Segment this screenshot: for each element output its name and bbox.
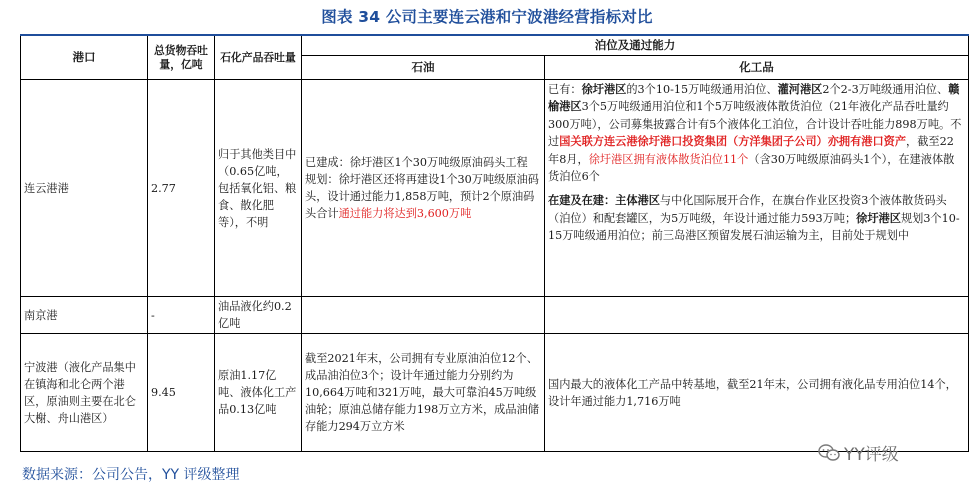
row-total-lianyungang: 2.77 bbox=[148, 80, 215, 297]
chem-xuwei-name-2: 徐圩港区 bbox=[856, 210, 901, 225]
watermark-text: YY评级 bbox=[844, 445, 899, 465]
row-total-ningbo: 9.45 bbox=[148, 334, 215, 452]
row-oil-lianyungang bbox=[302, 80, 545, 297]
chem-ganyu-name: 赣榆港区 bbox=[548, 82, 960, 114]
chem-existing-label: 已有： bbox=[548, 83, 582, 96]
comparison-table bbox=[20, 34, 969, 452]
source-note: 数据来源：公司公告，YY 评级整理 bbox=[22, 467, 240, 483]
header-chem-throughput: 石化产品吞吐量 bbox=[215, 35, 302, 80]
row-port-ningbo: 宁波港（液化产品集中在镇海和北仑两个港区，原油则主要在北仑大榭、舟山港区） bbox=[21, 334, 148, 452]
row-port-lianyungang: 连云港港 bbox=[21, 80, 148, 297]
chem-text-7: 规划3个10-15万吨级通用泊位；前三岛港区预留发展石油运输为主，目前处于规划中 bbox=[548, 211, 960, 243]
chem-highlight-1: 国关联方连云港徐圩港口投资集团（方洋集团子公司）亦拥有港口资产 bbox=[559, 134, 907, 149]
row-chemical-lianyungang bbox=[545, 80, 969, 297]
row-oil-nanjing bbox=[302, 297, 545, 334]
oil-plan-highlight: 通过能力将达到3,600万吨 bbox=[338, 207, 472, 220]
chem-text-2: 2个2-3万吨级通用泊位、 bbox=[822, 83, 949, 96]
watermark bbox=[818, 440, 899, 465]
chem-text-6: 与中化国际展开合作，在旗台作业区投资3个液体散货码头（泊位）和配套罐区，为5万吨级，年设计通过能力593万吨； bbox=[548, 194, 947, 225]
row-chem-ningbo: 原油1.17亿吨、液体化工产品0.13亿吨 bbox=[215, 334, 302, 452]
row-chem-lianyungang: 归于其他类目中（0.65亿吨，包括氧化铝、粮食、散化肥等），不明 bbox=[215, 80, 302, 297]
chem-highlight-2: 徐圩港区拥有液体散货泊位11个 bbox=[588, 152, 749, 166]
row-chemical-ningbo: 国内最大的液体化工产品中转基地，截至21年末，公司拥有液化品专用泊位14个，设计年通过能力1,716万吨 bbox=[545, 334, 969, 452]
chem-text-5: （含30万吨级原油码头1个），在建液体散货泊位6个 bbox=[548, 152, 955, 184]
chem-existing-paragraph bbox=[548, 81, 965, 185]
oil-plan-main: 规划：徐圩港区还将再建设1个30万吨级原油码头，设计通过能力1,858万吨，预计2个原油码头合计 bbox=[305, 173, 539, 220]
chem-text-4: ，截至22年8月， bbox=[548, 135, 954, 166]
page-title: 图表 34 公司主要连云港和宁波港经营指标对比 bbox=[321, 8, 653, 26]
wechat-icon bbox=[818, 443, 840, 463]
chem-construction-label: 在建及在建： bbox=[548, 193, 616, 208]
chem-text-3: 3个5万吨级通用泊位和1个5万吨级液体散货泊位（21年液化产品吞吐量约300万吨），公司募集披露合计有5个液体化工泊位，合计设计吞吐能力898万吨。不过 bbox=[548, 100, 962, 149]
chem-main-port-name: 主体港区 bbox=[615, 193, 660, 208]
chem-guanhe-name: 灌河港区 bbox=[777, 82, 823, 96]
header-total-throughput: 总货物吞吐量，亿吨 bbox=[148, 35, 215, 80]
header-oil: 石油 bbox=[302, 56, 545, 80]
chem-construction-paragraph bbox=[548, 192, 965, 244]
header-port: 港口 bbox=[21, 35, 148, 80]
row-total-nanjing: - bbox=[148, 297, 215, 334]
header-berth-capacity: 泊位及通过能力 bbox=[302, 35, 969, 56]
row-oil-ningbo: 截至2021年末，公司拥有专业原油泊位12个、成品油泊位3个；设计年通过能力分别约为10,664万吨和321万吨，最大可靠泊45万吨级油轮；原油总储存能力198万立方米，成品油储存能力294万立方米 bbox=[302, 334, 545, 452]
row-port-nanjing: 南京港 bbox=[21, 297, 148, 334]
chem-text-1: 的3个10-15万吨级通用泊位、 bbox=[626, 83, 778, 96]
chem-xuwei-name: 徐圩港区 bbox=[581, 82, 627, 96]
oil-built-text: 已建成：徐圩港区1个30万吨级原油码头工程 bbox=[305, 156, 528, 169]
row-chemical-nanjing bbox=[545, 297, 969, 334]
row-chem-nanjing: 油品液化约0.2亿吨 bbox=[215, 297, 302, 334]
oil-plan-text bbox=[305, 171, 541, 222]
header-chemical: 化工品 bbox=[545, 56, 969, 80]
